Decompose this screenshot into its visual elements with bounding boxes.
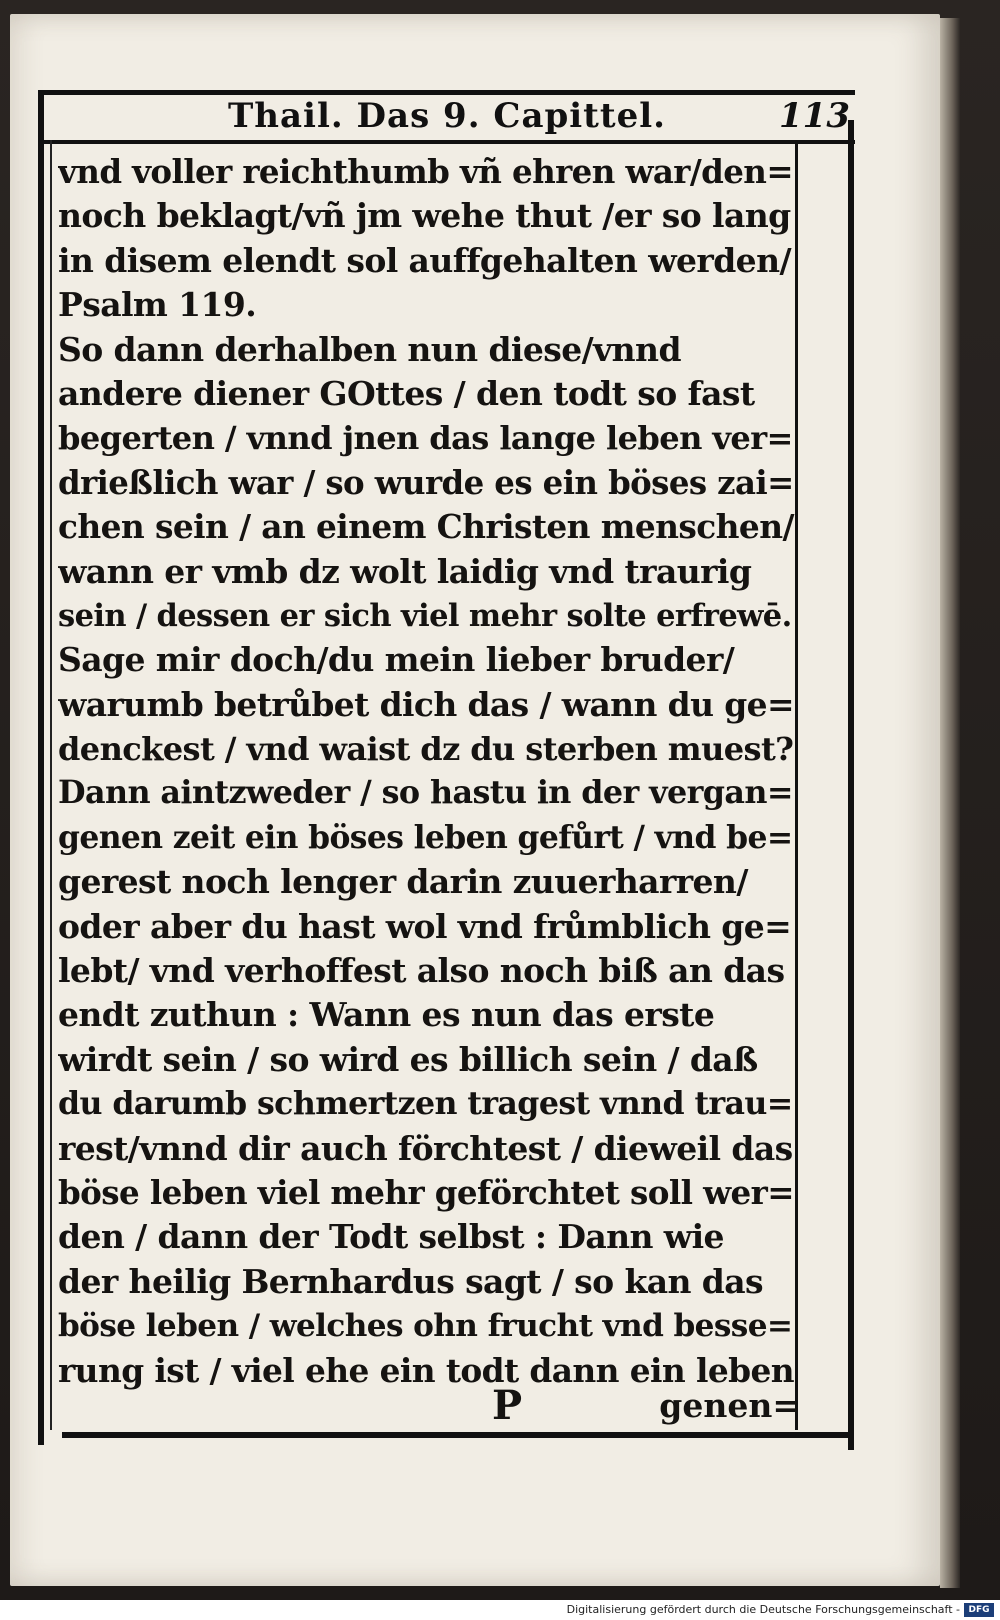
digitization-credit-bar	[0, 1600, 1000, 1620]
text-line: in disem elendt sol auffgehalten werden/	[58, 240, 791, 280]
text-line: den / dann der Todt selbst : Dann wie	[58, 1217, 724, 1257]
text-line: Psalm 119.	[58, 285, 257, 325]
text-line: vnd voller reichthumb vñ ehren war/den=	[58, 152, 793, 191]
text-line: chen sein / an einem Christen menschen/	[58, 507, 794, 547]
text-line: andere diener GOttes / den todt so fast	[58, 373, 755, 413]
credit-text: Digitalisierung gefördert durch die Deutsche Forschungsgemeinschaft -	[566, 1603, 960, 1616]
text-line: gerest noch lenger darin zuuerharren/	[58, 862, 748, 902]
text-line: drießlich war / so wurde es ein böses zai=	[58, 463, 794, 502]
text-line: sein / dessen er sich viel mehr solte erfrewē.	[58, 597, 792, 634]
text-line: genen zeit ein böses leben gefůrt / vnd be=	[58, 819, 793, 856]
text-line: Dann aintzweder / so hastu in der vergan=	[58, 774, 793, 812]
text-line: lebt/ vnd verhoffest also noch biß an das	[58, 951, 785, 991]
text-line: rung ist / viel ehe ein todt dann ein leben	[58, 1350, 794, 1390]
body-text	[58, 150, 798, 1393]
text-line: wirdt sein / so wird es billich sein / daß	[58, 1039, 758, 1079]
frame-left-inner-rule	[50, 140, 52, 1430]
text-line: denckest / vnd waist dz du sterben muest?	[58, 730, 794, 769]
page-number: 113	[779, 96, 850, 136]
running-head: Thail. Das 9. Capittel.	[228, 96, 666, 136]
text-line: du darumb schmertzen tragest vnnd trau=	[58, 1085, 793, 1123]
page-footer	[60, 1380, 800, 1428]
page-edge	[940, 18, 960, 1588]
text-line: begerten / vnnd jnen das lange leben ver=	[58, 419, 793, 458]
catchword: genen=	[659, 1386, 800, 1425]
frame-left-rule	[38, 90, 44, 1445]
text-line: oder aber du hast wol vnd frůmblich ge=	[58, 906, 792, 946]
text-line: noch beklagt/vñ jm wehe thut /er so lang	[58, 196, 791, 236]
text-line: warumb betrůbet dich das / wann du ge=	[58, 684, 794, 724]
text-line: Sage mir doch/du mein lieber bruder/	[58, 640, 735, 680]
frame-bottom-rule	[62, 1432, 852, 1438]
text-line: der heilig Bernhardus sagt / so kan das	[58, 1261, 764, 1301]
signature-mark: P	[492, 1382, 523, 1429]
dfg-logo: DFG	[964, 1603, 994, 1617]
text-line: wann er vmb dz wolt laidig vnd traurig	[58, 551, 752, 591]
text-line: endt zuthun : Wann es nun das erste	[58, 995, 715, 1035]
frame-header-rule	[40, 140, 855, 144]
text-line: böse leben / welches ohn frucht vnd besse=	[58, 1308, 793, 1345]
text-line: So dann derhalben nun diese/vnnd	[58, 329, 681, 369]
text-line: böse leben viel mehr geförchtet soll wer=	[58, 1172, 794, 1212]
page-header	[60, 92, 850, 138]
frame-right-rule	[848, 120, 854, 1450]
text-line: rest/vnnd dir auch förchtest / dieweil das	[58, 1128, 793, 1168]
